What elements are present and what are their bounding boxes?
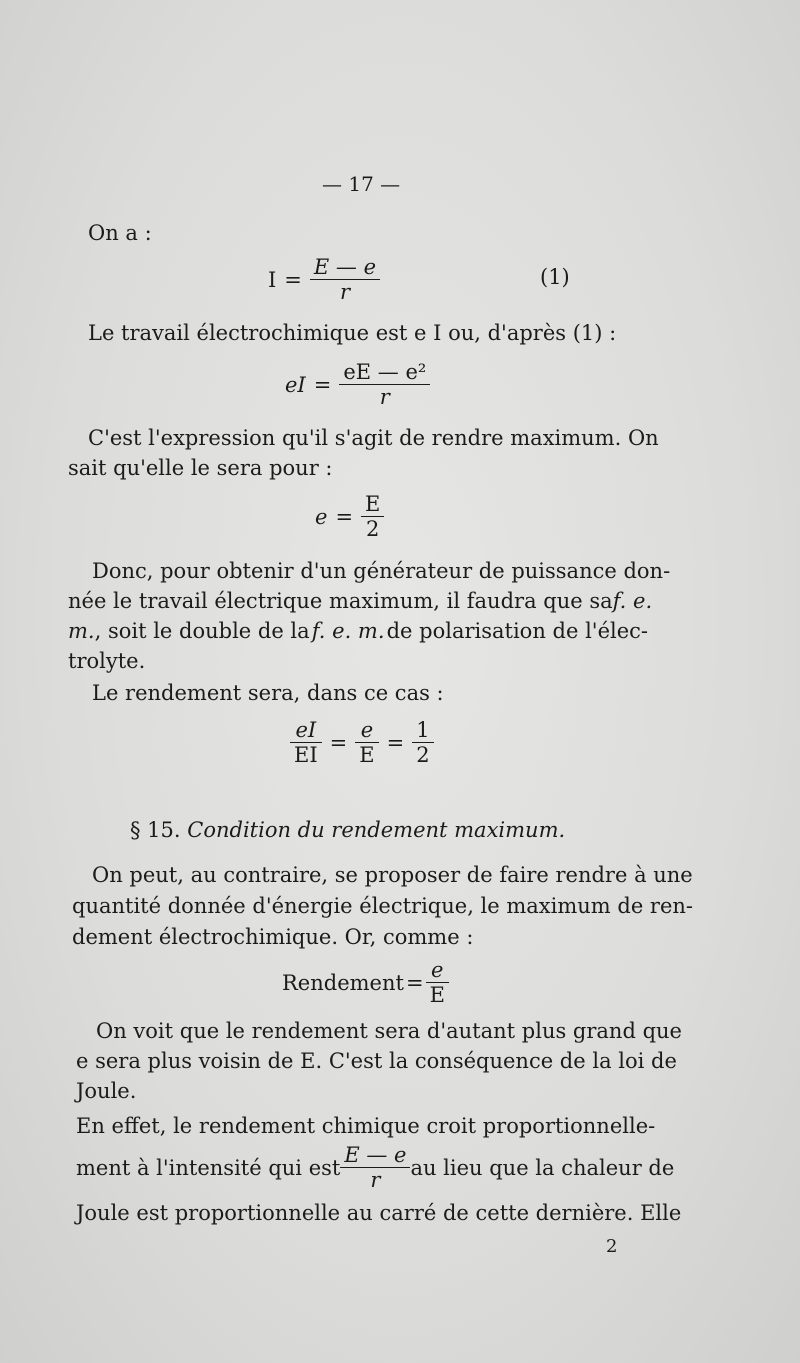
eq5-lhs: Rendement xyxy=(282,970,404,995)
p7-line-2-text-a: ment à l'intensité qui est xyxy=(76,1155,341,1180)
eq5-denominator: E xyxy=(429,983,445,1007)
section-title: Condition du rendement maximum. xyxy=(187,818,566,842)
p3-line-2-text: née le travail électrique maximum, il faudra que sa xyxy=(68,589,613,613)
paragraph-2-line-1: C'est l'expression qu'il s'agit de rendre maximum. On xyxy=(88,426,659,450)
eq3-lhs: e xyxy=(315,504,328,529)
paragraph-5-line-1: On peut, au contraire, se proposer de faire rendre à une xyxy=(92,863,693,887)
paragraph-2-line-2: sait qu'elle le sera pour : xyxy=(68,456,333,480)
eq2-lhs: eI xyxy=(285,372,306,397)
p3-line-3-m: m. xyxy=(68,619,95,643)
eq4-f3-numerator: 1 xyxy=(412,718,433,743)
p3-line-3-end: de polarisation de l'élec- xyxy=(386,619,648,643)
p7-inline-fraction xyxy=(340,1143,410,1192)
equation-1-label: (1) xyxy=(540,265,570,289)
page-number: — 17 — xyxy=(322,172,401,196)
eq4-op-1: = xyxy=(329,730,348,755)
p7-line-2-text-b: au lieu que la chaleur de xyxy=(410,1155,675,1180)
paragraph-7-line-3: Joule est proportionnelle au carré de cette dernière. Elle xyxy=(76,1201,682,1225)
paragraph-3-line-3 xyxy=(68,618,648,644)
eq4-fraction-3 xyxy=(412,718,433,767)
paragraph-5-line-3: dement électrochimique. Or, comme : xyxy=(72,925,474,949)
eq1-fraction xyxy=(310,255,380,304)
eq2-op: = xyxy=(313,372,332,397)
eq1-denominator: r xyxy=(339,280,350,304)
paragraph-6-line-1: On voit que le rendement sera d'autant plus grand que xyxy=(96,1019,682,1043)
equation-3 xyxy=(315,492,384,541)
signature-mark: 2 xyxy=(606,1236,618,1257)
eq3-op: = xyxy=(335,504,354,529)
paragraph-4: Le rendement sera, dans ce cas : xyxy=(92,681,444,705)
eq4-fraction-1 xyxy=(290,718,322,767)
p3-line-2-fem: f. e. xyxy=(612,589,653,613)
eq4-f1-numerator: eI xyxy=(290,718,322,743)
eq5-fraction xyxy=(426,958,449,1007)
eq4-f1-denominator: EI xyxy=(294,743,318,767)
p3-line-3-fem: f. e. m. xyxy=(311,619,385,643)
eq2-fraction xyxy=(339,360,430,409)
eq1-numerator: E — e xyxy=(310,255,380,280)
paragraph-6-line-3: Joule. xyxy=(76,1079,137,1103)
equation-4 xyxy=(290,718,434,767)
p7-frac-denominator: r xyxy=(370,1168,381,1192)
paragraph-7-line-2 xyxy=(76,1143,675,1192)
paragraph-3-line-2 xyxy=(68,588,653,614)
p3-line-3-text: , soit le double de la xyxy=(94,619,310,643)
eq2-numerator: eE — e² xyxy=(339,360,430,385)
eq5-numerator: e xyxy=(426,958,449,983)
eq3-denominator: 2 xyxy=(366,517,380,541)
eq4-f2-denominator: E xyxy=(359,743,375,767)
paragraph-3-line-1: Donc, pour obtenir d'un générateur de puissance don- xyxy=(92,559,671,583)
equation-1 xyxy=(268,255,380,304)
text-on-a: On a : xyxy=(88,221,152,245)
section-prefix: § 15. xyxy=(130,818,181,842)
equation-5 xyxy=(282,958,449,1007)
eq1-op: = xyxy=(284,267,302,292)
eq3-fraction xyxy=(361,492,384,541)
section-heading xyxy=(130,818,565,842)
p3-line-3-part xyxy=(68,618,310,644)
eq4-op-2: = xyxy=(386,730,405,755)
eq4-fraction-2 xyxy=(355,718,378,767)
eq4-f3-denominator: 2 xyxy=(416,743,430,767)
paragraph-3-line-4: trolyte. xyxy=(68,649,146,673)
eq4-f2-numerator: e xyxy=(355,718,378,743)
eq3-numerator: E xyxy=(361,492,384,517)
equation-2 xyxy=(285,360,430,409)
eq5-op: = xyxy=(405,970,424,995)
paragraph-1: Le travail électrochimique est e I ou, d'après (1) : xyxy=(88,321,617,345)
paragraph-5-line-2: quantité donnée d'énergie électrique, le maximum de ren- xyxy=(72,894,694,918)
paragraph-7-line-1: En effet, le rendement chimique croit proportionnelle- xyxy=(76,1114,656,1138)
eq1-lhs: I xyxy=(268,267,277,292)
paragraph-6-line-2: e sera plus voisin de E. C'est la conséquence de la loi de xyxy=(76,1049,677,1073)
p7-frac-numerator: E — e xyxy=(340,1143,410,1168)
eq2-denominator: r xyxy=(379,385,390,409)
